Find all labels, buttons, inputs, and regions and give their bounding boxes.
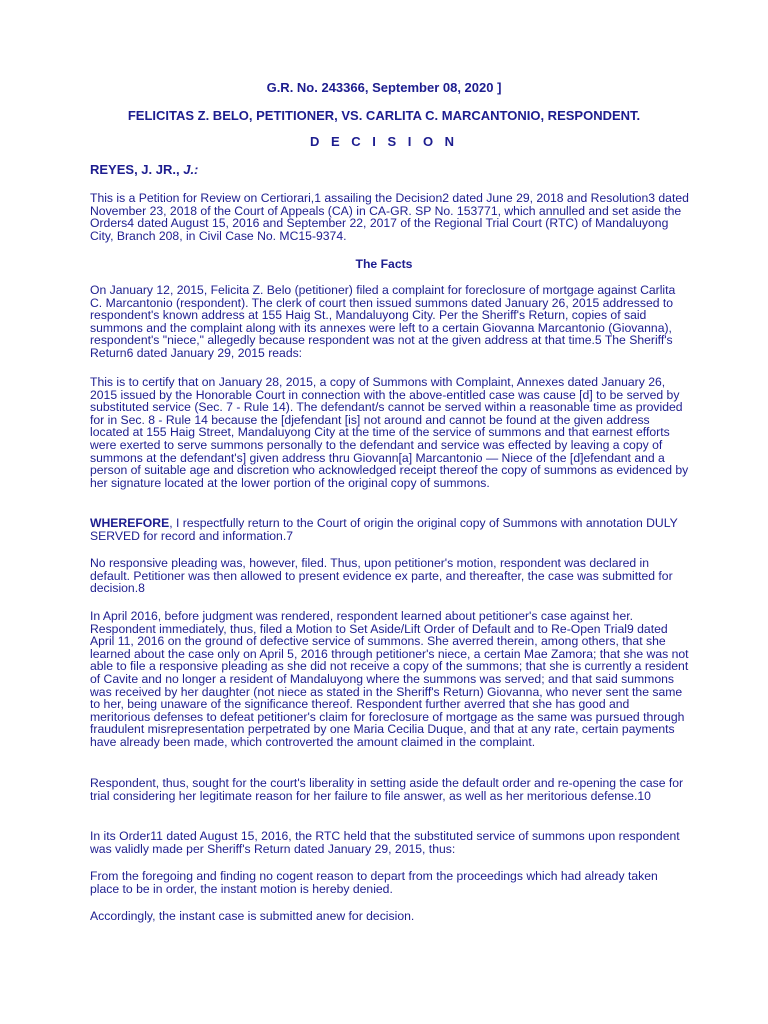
wherefore-label: WHEREFORE	[90, 516, 170, 530]
ponente-line	[90, 162, 198, 177]
case-number-title: G.R. No. 243366, September 08, 2020 ]	[266, 80, 502, 95]
paragraph-motion: In April 2016, before judgment was rendered, respondent learned about petitioner's case against her. Respondent immediately, thus, filed a Motion to Set Aside/Lift Order of Default and to Re-Open Trial9 dated April 11, 2016 on the ground of defective service of summons. She averred therein, among others, that she learned about the case only on April 5, 2016 through petitioner's niece, a certain Mae Zamora; that she was not able to file a responsive pleading as she did not receive a copy of the summons; that she is currently a resident of Cavite and no longer a resident of Mandaluyong where the summons was served; and that said summons was received by her daughter (not niece as stated in the Sheriff's Return) Giovanna, who never sent the same to her, being unaware of the significance thereof. Respondent further averred that she has good and meritorious defenses to defeat petitioner's claim for foreclosure of mortgage as the same was pursued through fraudulent misrepresentation perpetrated by one Maria Cecilia Duque, and that at any rate, certain payments have already been made, which controverted the amount claimed in the complaint.	[90, 609, 689, 749]
paragraph-liberality: Respondent, thus, sought for the court's liberality in setting aside the default order and re-opening the case for trial considering her legitimate reason for her failure to file answer, as well as her meritorious defense.10	[90, 776, 684, 803]
wherefore-text: , I respectfully return to the Court of origin the original copy of Summons with annotation DULY SERVED for record and information.7	[90, 516, 678, 543]
case-parties: FELICITAS Z. BELO, PETITIONER, VS. CARLITA C. MARCANTONIO, RESPONDENT.	[127, 108, 641, 123]
ponente-name: REYES, J. JR.,	[90, 162, 180, 177]
paragraph-motion-denied: From the foregoing and finding no cogent reason to depart from the proceedings which had already taken place to be in order, the instant motion is hereby denied.	[90, 869, 658, 896]
section-heading-facts: The Facts	[355, 257, 413, 271]
decision-heading: D E C I S I O N	[309, 134, 459, 149]
ponente-suffix: J.:	[183, 162, 199, 177]
paragraph-default: No responsive pleading was, however, filed. Thus, upon petitioner's motion, respondent was declared in default. Petitioner was then allowed to present evidence ex parte, and thereafter, the case was submitted for decision.8	[90, 556, 673, 596]
paragraph-petition: This is a Petition for Review on Certiorari,1 assailing the Decision2 dated June 29, 2018 and Resolution3 dated November 23, 2018 of the Court of Appeals (CA) in CA-GR. SP No. 153771, which annulled and set aside the Orders4 dated August 15, 2016 and September 22, 2017 of the Regional Trial Court (RTC) of Mandaluyong City, Branch 208, in Civil Case No. MC15-9374.	[90, 191, 689, 243]
paragraph-wherefore	[90, 517, 690, 542]
paragraph-rtc-order: In its Order11 dated August 15, 2016, the RTC held that the substituted service of summons upon respondent was validly made per Sheriff's Return dated January 29, 2015, thus:	[90, 829, 680, 856]
paragraph-sheriffs-return: This is to certify that on January 28, 2015, a copy of Summons with Complaint, Annexes dated January 26, 2015 issued by the Honorable Court in connection with the above-entitled case was cause [d] to be served by substituted service (Sec. 7 - Rule 14). The defendant/s cannot be served within a reasonable time as provided for in Sec. 8 - Rule 14 because the [djefendant [is] not around and cannot be found at the given address located at 155 Haig Street, Mandaluyong City at the time of the service of summons and that earnest efforts were exerted to serve summons personally to the defendant and service was effected by leaving a copy of summons at the defendant's] given address thru Giovann[a] Marcantonio — Niece of the [d]efendant and a person of suitable age and discretion who acknowledged receipt thereof the copy of summons as evidenced by her signature located at the lower portion of the original copy of summons.	[90, 375, 689, 490]
paragraph-facts: On January 12, 2015, Felicita Z. Belo (petitioner) filed a complaint for foreclosure of mortgage against Carlita C. Marcantonio (respondent). The clerk of court then issued summons dated January 26, 2015 addressed to respondent's known address at 155 Haig St., Mandaluyong City. Per the Sheriff's Return, copies of said summons and the complaint along with its annexes were left to a certain Giovanna Marcantonio (Giovanna), respondent's "niece," allegedly because respondent was not at the given address at that time.5 The Sheriff's Return6 dated January 29, 2015 reads:	[90, 283, 676, 360]
paragraph-submitted-anew: Accordingly, the instant case is submitted anew for decision.	[90, 909, 415, 923]
